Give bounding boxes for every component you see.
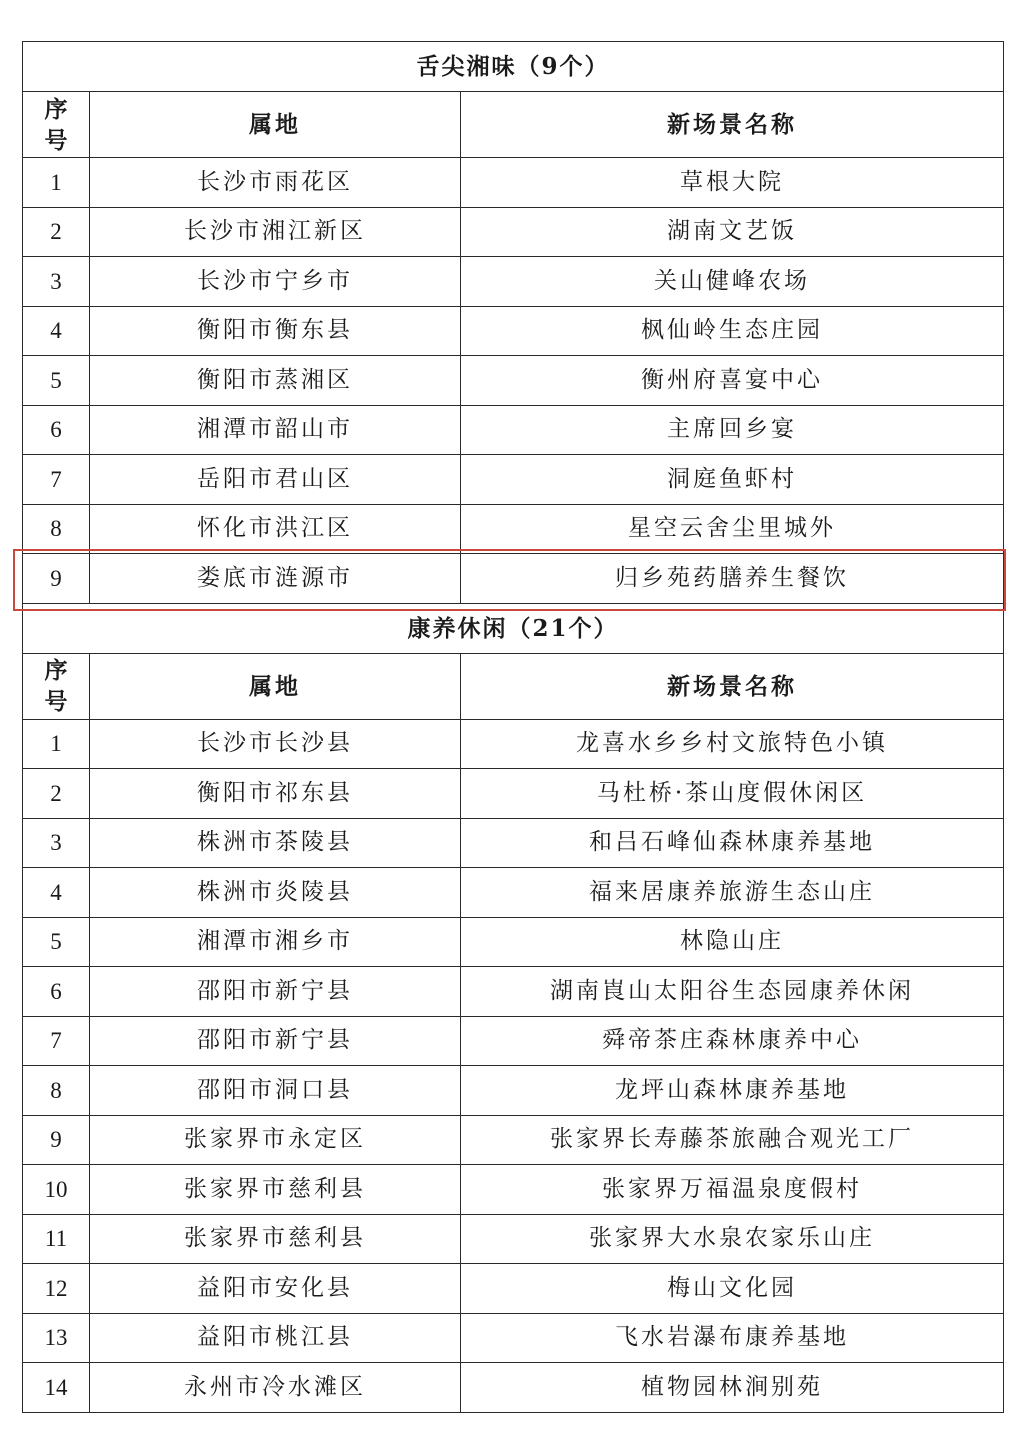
row-location: 衡阳市衡东县	[90, 306, 461, 356]
row-scene-name: 张家界长寿藤茶旅融合观光工厂	[461, 1115, 1004, 1165]
row-number: 1	[23, 719, 90, 769]
row-number: 3	[23, 257, 90, 307]
row-scene-name: 龙喜水乡乡村文旅特色小镇	[461, 719, 1004, 769]
table-row	[23, 207, 1004, 257]
table-row	[23, 719, 1004, 769]
row-scene-name: 张家界万福温泉度假村	[461, 1165, 1004, 1215]
row-number: 5	[23, 917, 90, 967]
section-title: 舌尖湘味（9个）	[23, 42, 1004, 92]
table-row	[23, 1363, 1004, 1413]
row-scene-name: 福来居康养旅游生态山庄	[461, 868, 1004, 918]
column-header-location: 属地	[90, 92, 461, 158]
row-number: 9	[23, 554, 90, 604]
row-location: 株洲市炎陵县	[90, 868, 461, 918]
row-location: 娄底市涟源市	[90, 554, 461, 604]
row-location: 株洲市茶陵县	[90, 818, 461, 868]
table-row	[23, 1016, 1004, 1066]
column-header-row	[23, 653, 1004, 719]
row-scene-name: 和吕石峰仙森林康养基地	[461, 818, 1004, 868]
row-number: 7	[23, 1016, 90, 1066]
row-location: 张家界市永定区	[90, 1115, 461, 1165]
document-sheet	[22, 41, 1003, 1413]
table-row	[23, 1214, 1004, 1264]
table-row	[23, 306, 1004, 356]
row-number: 4	[23, 306, 90, 356]
row-location: 衡阳市祁东县	[90, 769, 461, 819]
row-location: 长沙市雨花区	[90, 158, 461, 208]
table-row	[23, 405, 1004, 455]
scene-list-table	[22, 41, 1004, 1413]
row-location: 邵阳市洞口县	[90, 1066, 461, 1116]
row-number: 14	[23, 1363, 90, 1413]
row-number: 1	[23, 158, 90, 208]
row-location: 张家界市慈利县	[90, 1214, 461, 1264]
row-location: 益阳市桃江县	[90, 1313, 461, 1363]
row-number: 4	[23, 868, 90, 918]
column-header-row	[23, 92, 1004, 158]
row-number: 11	[23, 1214, 90, 1264]
table-row	[23, 769, 1004, 819]
row-scene-name: 衡州府喜宴中心	[461, 356, 1004, 406]
table-row	[23, 554, 1004, 604]
row-location: 长沙市湘江新区	[90, 207, 461, 257]
table-row	[23, 356, 1004, 406]
table-row	[23, 1264, 1004, 1314]
row-scene-name: 梅山文化园	[461, 1264, 1004, 1314]
row-location: 邵阳市新宁县	[90, 1016, 461, 1066]
row-scene-name: 洞庭鱼虾村	[461, 455, 1004, 505]
row-number: 13	[23, 1313, 90, 1363]
row-number: 6	[23, 405, 90, 455]
row-number: 8	[23, 504, 90, 554]
row-scene-name: 舜帝茶庄森林康养中心	[461, 1016, 1004, 1066]
column-header-no: 序 号	[23, 92, 90, 158]
row-number: 3	[23, 818, 90, 868]
table-row	[23, 1066, 1004, 1116]
table-row	[23, 868, 1004, 918]
row-scene-name: 植物园林涧别苑	[461, 1363, 1004, 1413]
table-row	[23, 455, 1004, 505]
table-row	[23, 1115, 1004, 1165]
row-number: 2	[23, 207, 90, 257]
column-header-scene: 新场景名称	[461, 653, 1004, 719]
row-scene-name: 归乡苑药膳养生餐饮	[461, 554, 1004, 604]
row-number: 8	[23, 1066, 90, 1116]
row-scene-name: 湖南崀山太阳谷生态园康养休闲	[461, 967, 1004, 1017]
row-number: 2	[23, 769, 90, 819]
row-location: 湘潭市湘乡市	[90, 917, 461, 967]
row-scene-name: 草根大院	[461, 158, 1004, 208]
row-scene-name: 主席回乡宴	[461, 405, 1004, 455]
table-row	[23, 818, 1004, 868]
row-location: 益阳市安化县	[90, 1264, 461, 1314]
row-number: 6	[23, 967, 90, 1017]
section-title-row	[23, 603, 1004, 653]
row-scene-name: 龙坪山森林康养基地	[461, 1066, 1004, 1116]
row-location: 长沙市宁乡市	[90, 257, 461, 307]
row-location: 长沙市长沙县	[90, 719, 461, 769]
row-scene-name: 湖南文艺饭	[461, 207, 1004, 257]
table-row	[23, 504, 1004, 554]
row-location: 衡阳市蒸湘区	[90, 356, 461, 406]
table-row	[23, 917, 1004, 967]
row-location: 岳阳市君山区	[90, 455, 461, 505]
row-scene-name: 关山健峰农场	[461, 257, 1004, 307]
column-header-no: 序 号	[23, 653, 90, 719]
row-number: 5	[23, 356, 90, 406]
row-location: 怀化市洪江区	[90, 504, 461, 554]
row-number: 10	[23, 1165, 90, 1215]
column-header-scene: 新场景名称	[461, 92, 1004, 158]
table-row	[23, 967, 1004, 1017]
table-row	[23, 257, 1004, 307]
column-header-location: 属地	[90, 653, 461, 719]
row-scene-name: 枫仙岭生态庄园	[461, 306, 1004, 356]
row-scene-name: 飞水岩瀑布康养基地	[461, 1313, 1004, 1363]
row-location: 永州市冷水滩区	[90, 1363, 461, 1413]
row-scene-name: 星空云舍尘里城外	[461, 504, 1004, 554]
table-row	[23, 1313, 1004, 1363]
row-location: 湘潭市韶山市	[90, 405, 461, 455]
row-number: 12	[23, 1264, 90, 1314]
table-row	[23, 158, 1004, 208]
row-location: 张家界市慈利县	[90, 1165, 461, 1215]
row-scene-name: 马杜桥·茶山度假休闲区	[461, 769, 1004, 819]
row-number: 9	[23, 1115, 90, 1165]
row-scene-name: 张家界大水泉农家乐山庄	[461, 1214, 1004, 1264]
row-number: 7	[23, 455, 90, 505]
row-location: 邵阳市新宁县	[90, 967, 461, 1017]
section-title-row	[23, 42, 1004, 92]
row-scene-name: 林隐山庄	[461, 917, 1004, 967]
table-row	[23, 1165, 1004, 1215]
section-title: 康养休闲（21个）	[23, 603, 1004, 653]
